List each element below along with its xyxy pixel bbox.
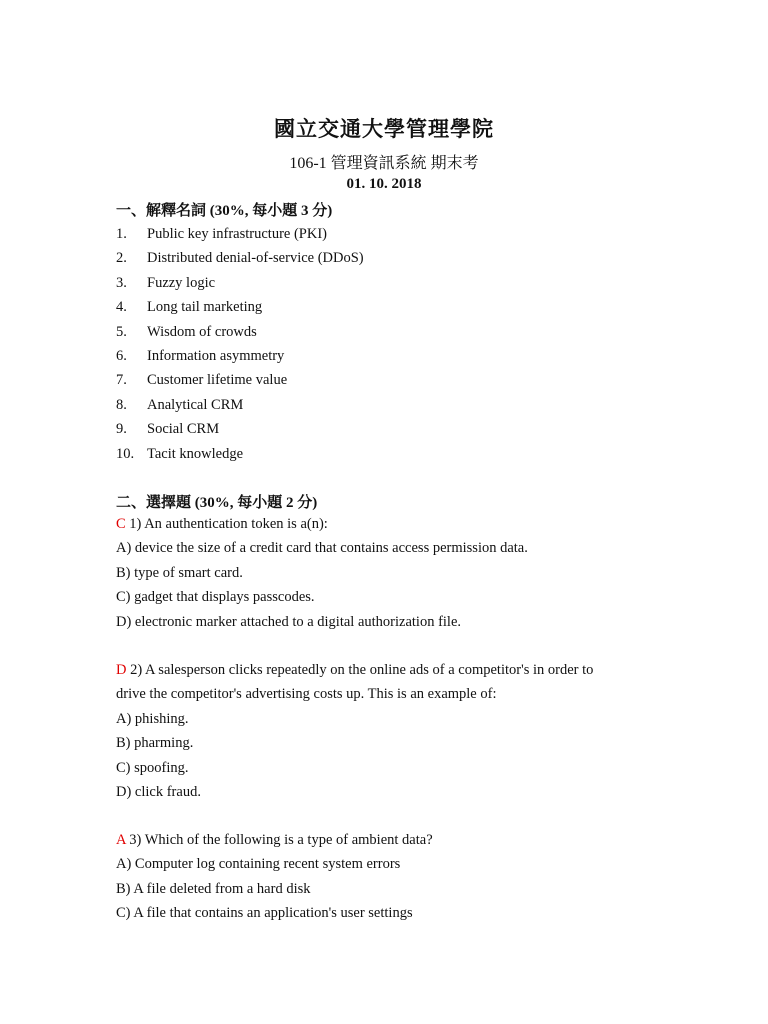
- question-stem: [116, 828, 656, 852]
- question-stem-continued: drive the competitor's advertising costs up. This is an example of:: [116, 686, 497, 703]
- question-stem: [116, 658, 656, 682]
- item-text: Fuzzy logic: [147, 274, 216, 291]
- answer-mark: C: [116, 516, 126, 532]
- item-number: 7.: [116, 372, 127, 389]
- option: A) Computer log containing recent system errors: [116, 856, 401, 873]
- option: D) electronic marker attached to a digital authorization file.: [116, 613, 462, 630]
- list-item: [116, 393, 676, 417]
- question-2: [116, 658, 656, 804]
- section2-heading: 二、選擇題 (30%, 每小題 2 分): [116, 495, 318, 511]
- section1-heading: 一、解釋名詞 (30%, 每小題 3 分): [116, 203, 333, 219]
- item-text: Analytical CRM: [147, 396, 244, 413]
- list-item: [116, 368, 676, 392]
- option: A) device the size of a credit card that contains access permission data.: [116, 540, 528, 557]
- item-number: 1.: [116, 226, 127, 242]
- item-text: Social CRM: [147, 421, 220, 438]
- exam-subtitle: 106-1 管理資訊系統 期末考: [289, 155, 479, 172]
- question-text: 1) An authentication token is a(n):: [125, 516, 328, 532]
- item-text: Long tail marketing: [147, 299, 263, 316]
- question-3: [116, 828, 656, 926]
- item-number: 10.: [116, 445, 135, 462]
- question-stem: [116, 512, 656, 536]
- item-text: Information asymmetry: [147, 347, 285, 364]
- item-text: Distributed denial-of-service (DDoS): [147, 250, 364, 267]
- exam-date: 01. 10. 2018: [346, 176, 422, 192]
- option: D) click fraud.: [116, 783, 201, 800]
- answer-mark: D: [116, 662, 127, 678]
- option: B) A file deleted from a hard disk: [116, 880, 311, 897]
- list-item: [116, 271, 676, 295]
- option: A) phishing.: [116, 710, 189, 727]
- list-item: [116, 295, 676, 319]
- item-number: 4.: [116, 299, 127, 316]
- item-number: 2.: [116, 250, 127, 267]
- option: C) A file that contains an application's user settings: [116, 905, 413, 922]
- item-text: Public key infrastructure (PKI): [147, 226, 327, 242]
- option: C) spoofing.: [116, 759, 189, 776]
- item-number: 9.: [116, 421, 127, 438]
- question-text: 3) Which of the following is a type of ambient data?: [125, 832, 433, 848]
- item-text: Wisdom of crowds: [147, 323, 257, 340]
- list-item: [116, 320, 676, 344]
- question-text: 2) A salesperson clicks repeatedly on the online ads of a competitor's in order to: [126, 662, 594, 678]
- item-text: Customer lifetime value: [147, 372, 288, 389]
- item-number: 8.: [116, 396, 127, 413]
- terms-list: [116, 222, 676, 466]
- list-item: [116, 442, 676, 466]
- option: B) type of smart card.: [116, 564, 243, 581]
- list-item: [116, 344, 676, 368]
- list-item: [116, 222, 676, 246]
- item-number: 5.: [116, 323, 127, 340]
- item-text: Tacit knowledge: [147, 445, 244, 462]
- option: B) pharming.: [116, 735, 194, 752]
- list-item: [116, 246, 676, 270]
- question-1: [116, 512, 656, 634]
- item-number: 6.: [116, 347, 127, 364]
- answer-mark: A: [116, 832, 126, 848]
- page-title: 國立交通大學管理學院: [274, 117, 494, 141]
- list-item: [116, 417, 676, 441]
- item-number: 3.: [116, 274, 127, 291]
- option: C) gadget that displays passcodes.: [116, 589, 315, 606]
